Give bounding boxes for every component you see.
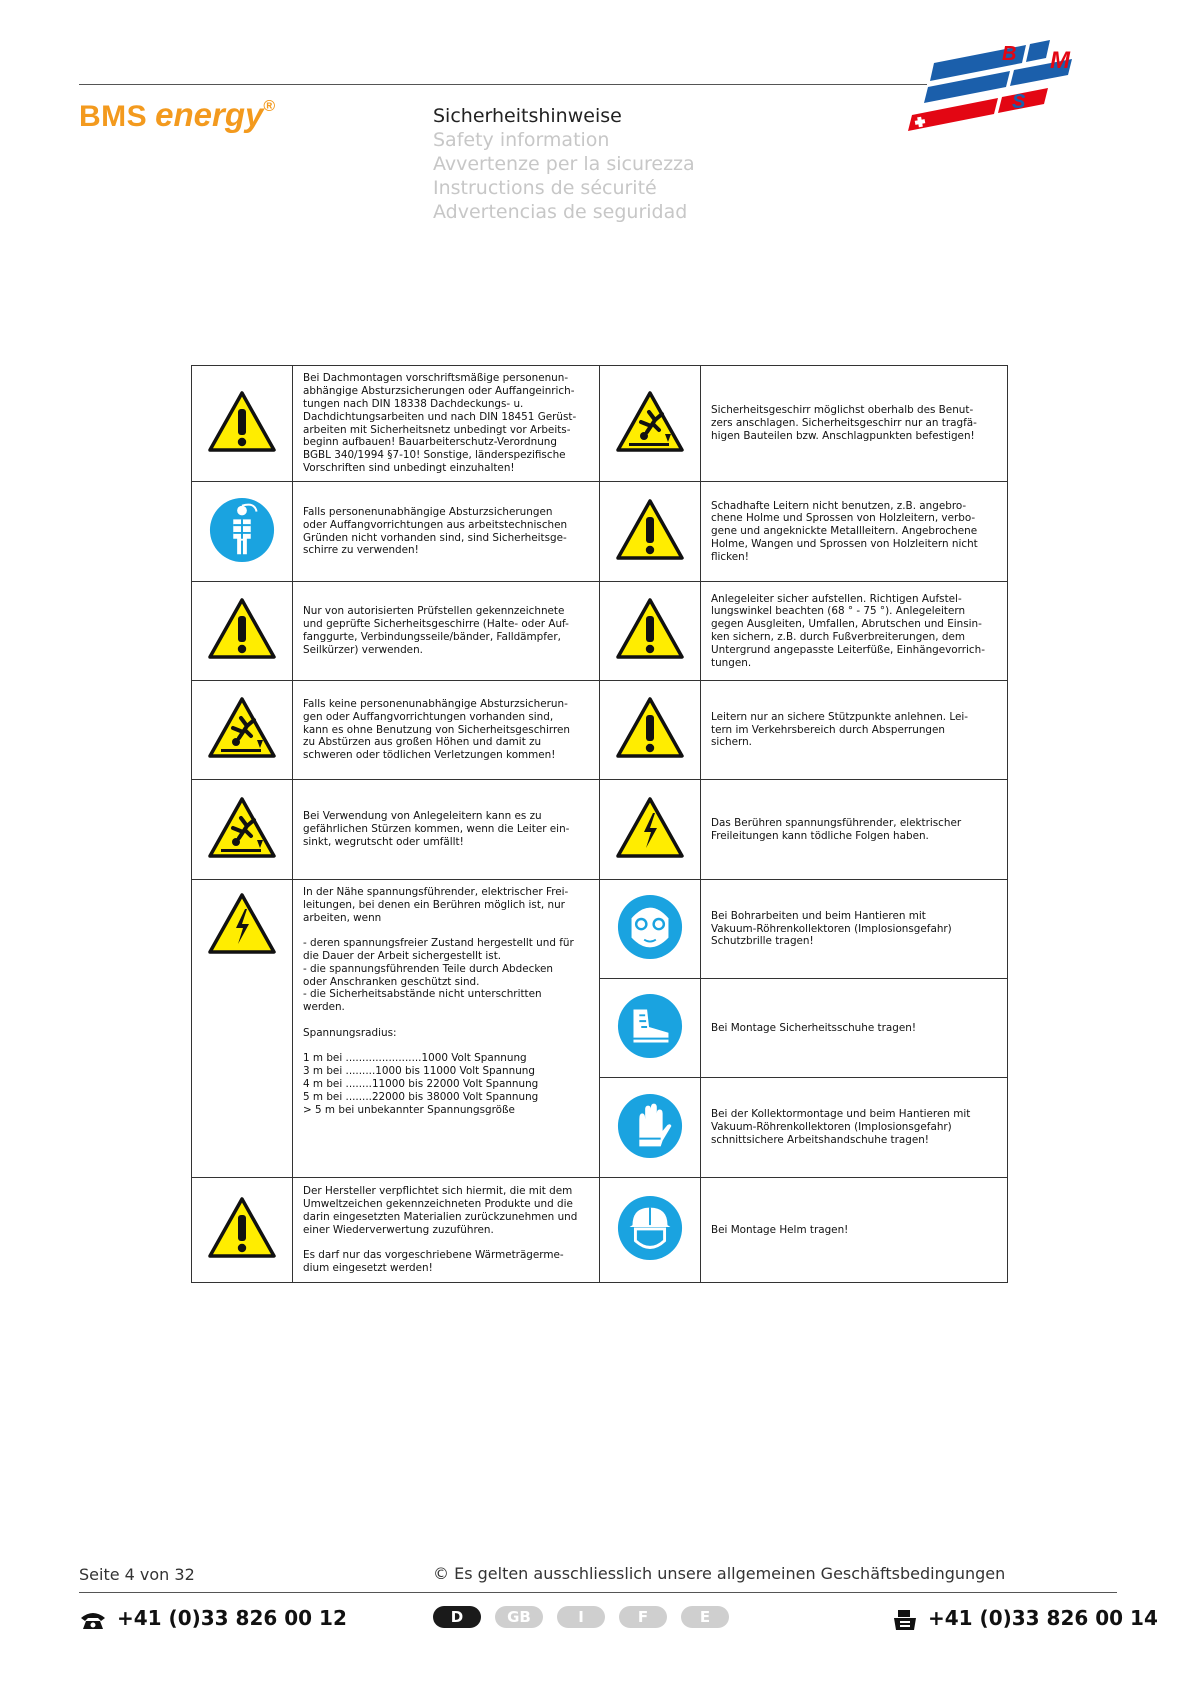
fall-hazard-icon (207, 696, 277, 760)
sign-cell (600, 482, 701, 582)
electric-hazard-icon (615, 796, 685, 860)
lang-gb[interactable]: GB (495, 1606, 543, 1628)
instruction-text: Bei der Kollektormontage und beim Hantieren mit Vakuum-Röhrenkollektoren (Implosionsgefahr) schnittsichere Arbeitshandschuhe tragen! (701, 1078, 1008, 1178)
fall-hazard-icon (207, 796, 277, 860)
safety-goggles-icon (616, 893, 684, 961)
logo-letter-s: S (1012, 91, 1026, 113)
title-es: Advertencias de seguridad (433, 201, 688, 223)
instruction-text: Bei Bohrarbeiten und beim Hantieren mit Vakuum-Röhrenkollektoren (Implosionsgefahr) Schutzbrille tragen! (701, 880, 1008, 979)
sign-cell (600, 979, 701, 1078)
instruction-text: Bei Verwendung von Anlegeleitern kann es zu gefährlichen Stürzen kommen, wenn die Leiter ein- sinkt, wegrutscht oder umfällt! (293, 780, 600, 880)
safety-gloves-icon (616, 1092, 684, 1160)
instruction-text: Bei Dachmontagen vorschriftsmäßige personenun- abhängige Absturzsicherungen oder Auffangeinrich- tungen nach DIN 18338 Dachdeckungs- u. Dachdichtungsarbeiten und nach DIN 18451 Gerüst- arbeiten mit Sicherheitsnetz unbedingt vor Arbeits- beginn aufbauen! Bauarbeiterschutz-Verordnung BGBL 340/1994 §7-10! Sonstige, länderspezifische Vorschriften sind unbedingt einzuhalten! (293, 366, 600, 482)
sign-cell (192, 366, 293, 482)
lang-it[interactable]: I (557, 1606, 605, 1628)
sign-cell (600, 366, 701, 482)
brand-sub: energy (155, 96, 264, 133)
brand-logo (79, 96, 275, 134)
sign-cell (192, 1178, 293, 1283)
page-titles (433, 104, 695, 224)
lang-fr[interactable]: F (619, 1606, 667, 1628)
title-en: Safety information (433, 129, 610, 151)
telephone-icon (79, 1610, 107, 1630)
language-switcher (433, 1606, 743, 1628)
instruction-text: Nur von autorisierten Prüfstellen gekennzeichnete und geprüfte Sicherheitsgeschirre (Halte- oder Auf- fanggurte, Verbindungsseile/bänder, Falldämpfer, Seilkürzer) verwenden. (293, 582, 600, 681)
logo-letter-b: B (1002, 43, 1017, 65)
sign-cell (600, 780, 701, 880)
warning-icon (615, 498, 685, 562)
table-row (192, 1178, 1008, 1283)
table-row (192, 780, 1008, 880)
instruction-text: Falls keine personenunabhängige Absturzsicherun- gen oder Auffangvorrichtungen vorhanden sind, kann es ohne Benutzung von Sicherheitsgeschirren zu Abstürzen aus großen Höhen und damit zu schweren oder tödlichen Verletzungen kommen! (293, 681, 600, 780)
sign-cell (192, 482, 293, 582)
sign-cell (600, 880, 701, 979)
table-row (192, 366, 1008, 482)
brand-main: BMS (79, 100, 148, 133)
sign-cell (600, 582, 701, 681)
footer-rule (79, 1592, 1117, 1593)
sign-cell (600, 681, 701, 780)
warning-icon (207, 1196, 277, 1260)
title-de: Sicherheitshinweise (433, 105, 622, 127)
sign-cell (192, 681, 293, 780)
warning-icon (615, 597, 685, 661)
instruction-text: Schadhafte Leitern nicht benutzen, z.B. angebro- chene Holme und Sprossen von Holzleitern, verbo- gene und angeknickte Metallleitern. Angebrochene Holme, Wangen und Sprossen von Holzleitern nicht flicken! (701, 482, 1008, 582)
sign-cell (192, 780, 293, 880)
safety-harness-icon (208, 496, 276, 564)
terms-notice: © Es gelten ausschliesslich unsere allgemeinen Geschäftsbedingungen (433, 1564, 1006, 1583)
lang-de[interactable]: D (433, 1606, 481, 1628)
safety-shoes-icon (616, 992, 684, 1060)
fax-number (892, 1606, 1158, 1631)
fax-value: +41 (0)33 826 00 14 (928, 1606, 1158, 1630)
warning-icon (207, 390, 277, 454)
title-fr: Instructions de sécurité (433, 177, 657, 199)
sign-cell (600, 1078, 701, 1178)
table-row (192, 681, 1008, 780)
table-row (192, 582, 1008, 681)
page-number: Seite 4 von 32 (79, 1565, 195, 1584)
phone-number (79, 1606, 347, 1630)
instruction-text: Anlegeleiter sicher aufstellen. Richtigen Aufstel- lungswinkel beachten (68 ° - 75 °). Anlegeleitern gegen Ausgleiten, Umfallen, Abrutschen und Einsin- ken sichern, z.B. durch Fußverbreiterungen, dem Untergrund angepasste Leiterfüße, Einhängevorrich- tungen. (701, 582, 1008, 681)
instruction-text: In der Nähe spannungsführender, elektrischer Frei- leitungen, bei denen ein Berühren möglich ist, nur arbeiten, wenn - deren spannungsfreier Zustand hergestellt und für die Dauer der Arbeit sichergestellt ist. - die spannungsführenden Teile durch Abdecken oder Anschranken geschützt sind. - die Sicherheitsabstände nicht unterschritten werden. Spannungsradius: 1 m bei .......................1000 Volt Spannung 3 m bei .........1000 bis 11000 Volt Spannung 4 m bei ........11000 bis 22000 Volt Spannung 5 m bei ........22000 bis 38000 Volt Spannung > 5 m bei unbekannter Spannungsgröße (293, 880, 600, 1178)
instruction-text: Bei Montage Helm tragen! (701, 1178, 1008, 1283)
header-rule (79, 84, 927, 85)
phone-value: +41 (0)33 826 00 12 (117, 1606, 347, 1630)
instruction-text: Sicherheitsgeschirr möglichst oberhalb des Benut- zers anschlagen. Sicherheitsgeschirr nur an tragfä- higen Bauteilen bzw. Anschlagpunkten befestigen! (701, 366, 1008, 482)
instruction-text: Bei Montage Sicherheitsschuhe tragen! (701, 979, 1008, 1078)
logo-letter-m: M (1050, 47, 1070, 74)
electric-hazard-icon (207, 892, 277, 956)
bms-swiss-logo (898, 35, 1108, 143)
instruction-text: Das Berühren spannungsführender, elektrischer Freileitungen kann tödliche Folgen haben. (701, 780, 1008, 880)
lang-es[interactable]: E (681, 1606, 729, 1628)
table-row (192, 880, 1008, 979)
instruction-text: Leitern nur an sichere Stützpunkte anlehnen. Lei- tern im Verkehrsbereich durch Absperrungen sichern. (701, 681, 1008, 780)
warning-icon (615, 696, 685, 760)
safety-helmet-icon (616, 1194, 684, 1262)
sign-cell (192, 582, 293, 681)
fax-icon (892, 1609, 918, 1631)
instruction-text: Falls personenunabhängige Absturzsicherungen oder Auffangvorrichtungen aus arbeitstechnischen Gründen nicht vorhanden sind, sind Sicherheitsge- schirre zu verwenden! (293, 482, 600, 582)
title-it: Avvertenze per la sicurezza (433, 153, 695, 175)
table-row (192, 482, 1008, 582)
warning-icon (207, 597, 277, 661)
sign-cell (600, 1178, 701, 1283)
sign-cell (192, 880, 293, 1178)
instruction-text: Der Hersteller verpflichtet sich hiermit, die mit dem Umweltzeichen gekennzeichneten Produkte und die darin eingesetzten Materialien zurückzunehmen und einer Wiederverwertung zuzuführen. Es darf nur das vorgeschriebene Wärmeträgerme- dium eingesetzt werden! (293, 1178, 600, 1283)
fall-hazard-icon (615, 390, 685, 454)
brand-registered: ® (263, 98, 276, 115)
safety-table (191, 365, 1007, 1283)
